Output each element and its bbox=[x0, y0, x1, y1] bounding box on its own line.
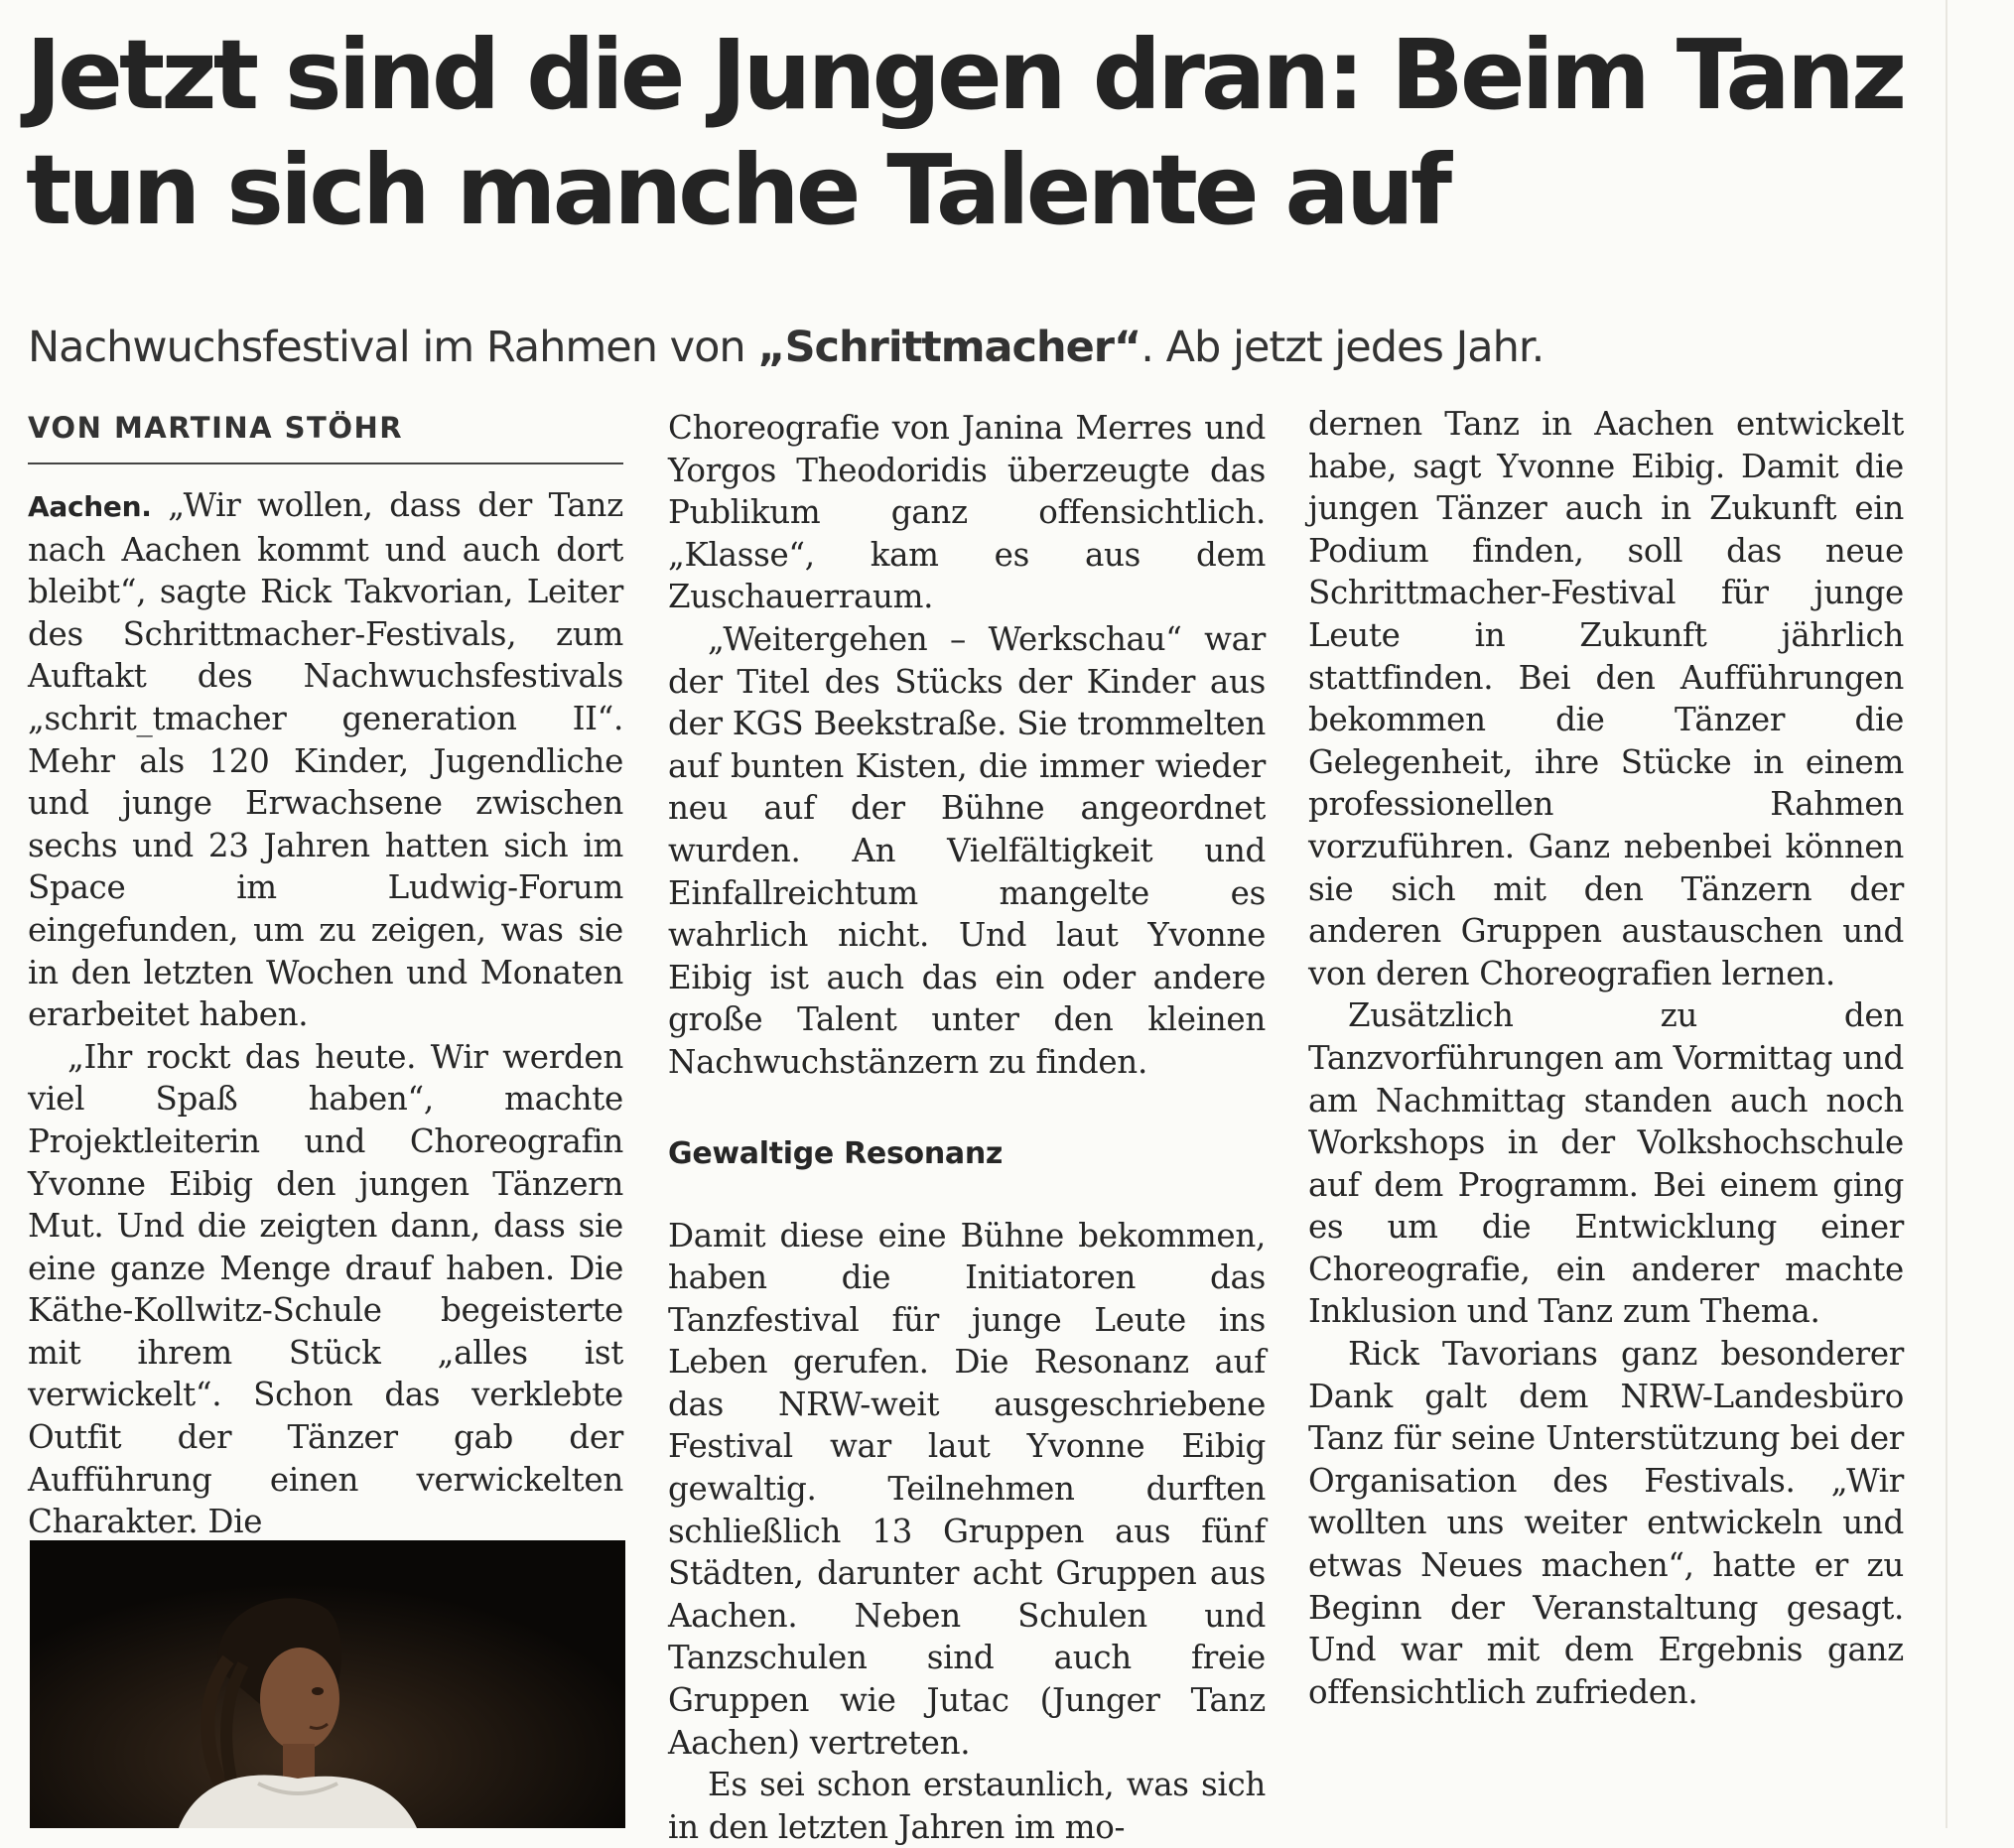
paragraph: „Weitergehen – Werkschau“ war der Titel des Stücks der Kinder aus der KGS Beekstraße. Sie trommelten auf bunten Kisten, die immer wieder neu auf der Bühne angeordnet wurden. An Vielfältigkeit und Einfallreichtum mangelte es wahrlich nicht. Und laut Yvonne Eibig ist auch das ein oder andere große Talent unter den kleinen Nachwuchstänzern zu finden. bbox=[668, 619, 1266, 1081]
subline-pre: Nachwuchsfestival im Rahmen von bbox=[28, 323, 758, 372]
headline: Jetzt sind die Jungen dran: Beim Tanz tun sich manche Talente auf bbox=[26, 19, 1904, 246]
article-column-1 bbox=[28, 407, 623, 1543]
paragraph: „Ihr rockt das heute. Wir werden viel Spaß haben“, machte Projektleiterin und Choreografin Yvonne Eibig den jungen Tänzern Mut. Und die zeigten dann, dass sie eine ganze Menge drauf haben. Die Käthe-Kollwitz-Schule begeisterte mit ihrem Stück „alles ist verwickelt“. Schon das verklebte Outfit der Tänzer gab der Aufführung einen verwickelten Charakter. Die bbox=[28, 1037, 623, 1541]
paragraph-text: „Wir wollen, dass der Tanz nach Aachen kommt und auch dort bleibt“, sagte Rick Takvorian, Leiter des Schrittmacher-Festivals, zum Auftakt des Nachwuchsfestivals „schrit_tmacher generation II“. Mehr als 120 Kinder, Jugendliche und junge Erwachsene zwischen sechs und 23 Jahren hatten sich im Space im Ludwig-Forum eingefunden, um zu zeigen, was sie in den letzten Wochen und Monaten erarbeitet haben. bbox=[28, 486, 623, 1034]
paragraph: Damit diese eine Bühne bekommen, haben die Initiatoren das Tanzfestival für junge Leute ins Leben gerufen. Die Resonanz auf das NRW-weit ausgeschriebene Festival war laut Yvonne Eibig gewaltig. Teilnehmen durften schließlich 13 Gruppen aus fünf Städten, darunter acht Gruppen aus Aachen. Neben Schulen und Tanzschulen sind auch freie Gruppen wie Jutac (Junger Tanz Aachen) vertreten. bbox=[668, 1216, 1266, 1762]
paragraph: Es sei schon erstaunlich, was sich in den letzten Jahren im mo- bbox=[668, 1766, 1266, 1846]
paragraph bbox=[28, 484, 623, 1036]
paragraph: Rick Tavorians ganz besonderer Dank galt dem NRW-Landesbüro Tanz für seine Unterstützung bei der Organisation des Festivals. „Wir wollten uns weiter entwickeln und etwas Neues machen“, hatte er zu Beginn der Veranstaltung gesagt. Und war mit dem Ergebnis ganz offensichtlich zufrieden. bbox=[1308, 1335, 1904, 1711]
byline: VON MARTINA STÖHR bbox=[28, 407, 623, 464]
subline-emphasis: „Schrittmacher“ bbox=[757, 323, 1141, 372]
dancer-photo-image bbox=[30, 1540, 625, 1828]
paragraph: Zusätzlich zu den Tanzvorführungen am Vormittag und am Nachmittag standen auch noch Workshops in der Volkshochschule auf dem Programm. Bei einem ging es um die Entwicklung einer Choreografie, ein anderer machte Inklusion und Tanz zum Thema. bbox=[1308, 996, 1904, 1331]
dateline-place: Aachen. bbox=[28, 490, 152, 523]
paragraph: dernen Tanz in Aachen entwickelt habe, sagt Yvonne Eibig. Damit die jungen Tänzer auch in Zukunft ein Podium finden, soll das neue Schrittmacher-Festival für junge Leute in Zukunft jährlich stattfinden. Bei den Aufführungen bekommen die Tänzer die Gelegenheit, ihre Stücke in einem professionellen Rahmen vorzuführen. Ganz nebenbei können sie sich mit den Tänzern der anderen Gruppen austauschen und von deren Choreografien lernen. bbox=[1308, 405, 1904, 992]
paragraph: Choreografie von Janina Merres und Yorgos Theodoridis überzeugte das Publikum ganz offensichtlich. „Klasse“, kam es aus dem Zuschauerraum. bbox=[668, 409, 1266, 616]
scan-edge-line bbox=[1946, 0, 1947, 1828]
subheading: Gewaltige Resonanz bbox=[668, 1135, 1004, 1171]
article-column-2 bbox=[668, 407, 1266, 1848]
article-column-3 bbox=[1308, 403, 1904, 1713]
subline-post: . Ab jetzt jedes Jahr. bbox=[1141, 323, 1544, 372]
subline bbox=[28, 321, 1993, 374]
dancer-photo bbox=[30, 1540, 625, 1828]
